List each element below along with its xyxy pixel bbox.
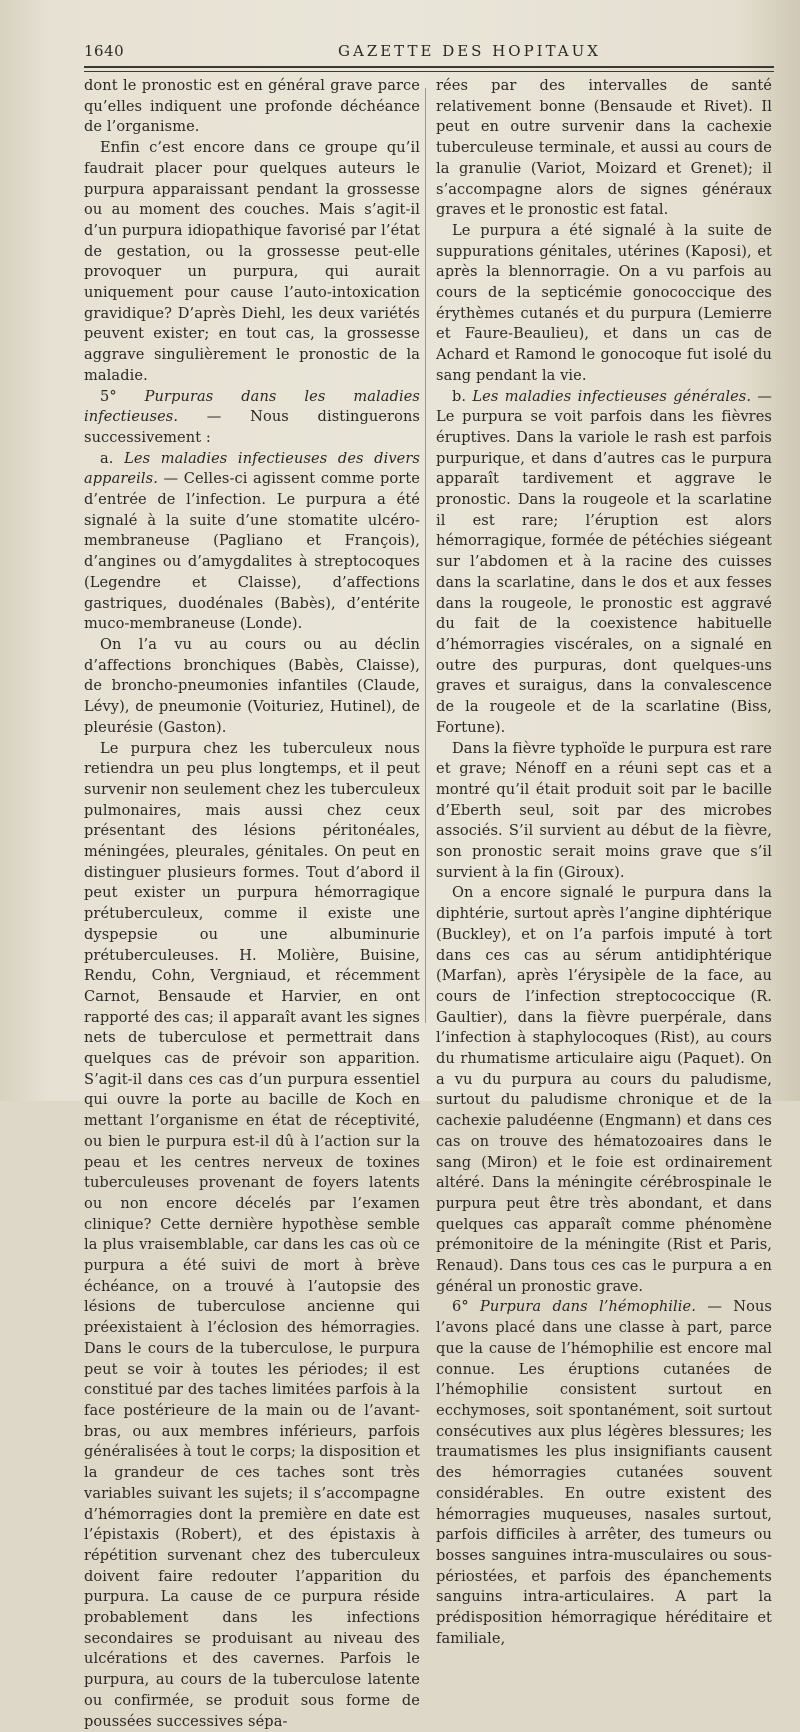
paragraph: On l’a vu au cours ou au déclin d’affections bronchiques (Babès, Claisse), de broncho-pneumonies infantiles (Claude, Lévy), de pneumonie (Voituriez, Hutinel), de pleurésie (Gaston). xyxy=(84,635,420,739)
section-title: Purpuras dans les maladies infectieuses. xyxy=(84,388,420,426)
section-number: 5° xyxy=(100,388,145,405)
paragraph: Enfin c’est encore dans ce groupe qu’il faudrait placer pour quelques auteurs le purpura apparaissant pendant la grossesse ou au moment des couches. Mais s’agit-il d’un purpura idiopathique favorisé par l’état de gestation, ou la grossesse peut-elle provoquer un purpura, qui aurait uniquement pour cause l’auto-intoxication gravidique? D’après Diehl, les deux variétés peuvent exister; en tout cas, la grossesse aggrave singulièrement le pronostic de la maladie. xyxy=(84,138,420,386)
paragraph: On a encore signalé le purpura dans la diphtérie, surtout après l’angine diphtérique (Buckley), et on l’a parfois imputé à tort dans ces cas au sérum antidiphtérique (Marfan), après l’érysipèle de la face, au cours de l’infection streptococcique (R. Gaultier), dans la fièvre puerpérale, dans l’infection à staphylocoques (Rist), au cours du rhumatisme articulaire aigu (Paquet). On a vu du purpura au cours du paludisme, surtout du paludisme chronique et de la cachexie paludéenne (Engmann) et dans ces cas on trouve des hématozoaires dans le sang (Miron) et le foie est ordinairement altéré. Dans la méningite cérébrospinale le purpura peut être très abondant, et dans quelques cas apparaît comme phénomène prémonitoire de la méningite (Rist et Paris, Renaud). Dans tous ces cas le purpura a en général un pronostic grave. xyxy=(436,883,772,1297)
section-text: — Nous l’avons placé dans une classe à part, parce que la cause de l’hémophilie est encore mal connue. Les éruptions cutanées de l’hémophilie consistent surtout en ecchymoses, soit spontanément, soit surtout consécutives aux plus légères blessures; les traumatismes les plus insignifiants causent des hémorragies cutanées souvent considérables. En outre existent des hémorragies muqueuses, nasales surtout, parfois difficiles à arrêter, des tumeurs ou bosses sanguines intra-musculaires ou sous-périostées, et parfois des épanchements sanguins intra-articulaires. A part la prédisposition hémorragique héréditaire et familiale, xyxy=(436,1298,772,1646)
subsection-text: — Celles-ci agissent comme porte d’entrée de l’infection. Le purpura a été signalé à la suite d’une stomatite ulcéro-membraneuse (Pagliano et François), d’angines ou d’amygdalites à streptocoques (Legendre et Claisse), d’affections gastriques, duodénales (Babès), d’entérite muco-membraneuse (Londe). xyxy=(84,470,420,632)
section-text: — Nous distinguerons successivement : xyxy=(84,408,420,446)
section-number: 6° xyxy=(452,1298,480,1315)
subsection-paragraph xyxy=(436,387,772,739)
subsection-letter: b. xyxy=(452,388,472,405)
section-heading-paragraph xyxy=(84,387,420,449)
subsection-letter: a. xyxy=(100,450,124,467)
paragraph: dont le pronostic est en général grave parce qu’elles indiquent une profonde déchéance de l’organisme. xyxy=(84,76,420,138)
left-column xyxy=(84,76,420,1732)
section-title: Purpura dans l’hémophilie. xyxy=(480,1298,696,1315)
subsection-text: — Le purpura se voit parfois dans les fièvres éruptives. Dans la variole le rash est parfois purpurique, et dans d’autres cas le purpura apparaît tardivement et aggrave le pronostic. Dans la rougeole et la scarlatine il est rare; l’éruption est alors hémorragique, formée de pétéchies siégeant sur l’abdomen et à la racine des cuisses dans la scarlatine, dans le dos et aux fesses dans la rougeole, le pronostic est aggravé du fait de la coexistence habituelle d’hémorragies viscérales, on a signalé en outre des purpuras, dont quelques-uns graves et suraigus, dans la convalescence de la rougeole et de la scarlatine (Biss, Fortune). xyxy=(436,388,772,736)
paragraph: rées par des intervalles de santé relativement bonne (Bensaude et Rivet). Il peut en outre survenir dans la cachexie tuberculeuse terminale, et aussi au cours de la granulie (Variot, Moizard et Grenet); il s’accompagne alors de signes généraux graves et le pronostic est fatal. xyxy=(436,76,772,221)
page-number: 1640 xyxy=(84,42,124,60)
running-title: GAZETTE DES HOPITAUX xyxy=(338,42,601,60)
right-column xyxy=(436,76,772,1649)
paragraph: Le purpura a été signalé à la suite de suppurations génitales, utérines (Kaposi), et après la blennorragie. On a vu parfois au cours de la septicémie gonococcique des érythèmes cutanés et du purpura (Lemierre et Faure-Beaulieu), et dans un cas de Achard et Ramond le gonocoque fut isolé du sang pendant la vie. xyxy=(436,221,772,387)
subsection-title: Les maladies infectieuses générales. xyxy=(472,388,751,405)
column-divider xyxy=(425,88,426,1023)
paragraph: Dans la fièvre typhoïde le purpura est rare et grave; Nénoff en a réuni sept cas et a montré qu’il était produit soit par le bacille d’Eberth seul, soit par des microbes associés. S’il survient au début de la fièvre, son pronostic serait moins grave que s’il survient à la fin (Giroux). xyxy=(436,739,772,884)
header-rule xyxy=(84,66,774,72)
subsection-title: Les maladies infectieuses des divers appareils. xyxy=(84,450,420,488)
subsection-paragraph xyxy=(84,449,420,635)
page-header xyxy=(84,42,784,66)
paragraph: Le purpura chez les tuberculeux nous retiendra un peu plus longtemps, et il peut survenir non seulement chez les tuberculeux pulmonaires, mais aussi chez ceux présentant des lésions péritonéales, méningées, pleurales, génitales. On peut en distinguer plusieurs formes. Tout d’abord il peut exister un purpura hémorragique prétuberculeux, comme il existe une dyspepsie ou une albuminurie prétuberculeuses. H. Molière, Buisine, Rendu, Cohn, Vergniaud, et récemment Carnot, Bensaude et Harvier, en ont rapporté des cas; il apparaît avant les signes nets de tuberculose et permettrait dans quelques cas de prévoir son apparition. S’agit-il dans ces cas d’un purpura essentiel qui ouvre la porte au bacille de Koch en mettant l’organisme en état de réceptivité, ou bien le purpura est-il dû à l’action sur la peau et les centres nerveux de toxines tuberculeuses provenant de foyers latents ou non encore décelés par l’examen clinique? Cette dernière hypothèse semble la plus vraisemblable, car dans les cas où ce purpura a été suivi de mort à brève échéance, on a trouvé à l’autopsie des lésions de tuberculose ancienne qui préexistaient à l’éclosion des hémorragies. Dans le cours de la tuberculose, le purpura peut se voir à toutes les périodes; il est constitué par des taches limitées parfois à la face postérieure de la main ou de l’avant-bras, ou aux membres inférieurs, parfois généralisées à tout le corps; la disposition et la grandeur de ces taches sont très variables suivant les sujets; il s’accompagne d’hémorragies dont la première en date est l’épistaxis (Robert), et des épistaxis à répétition survenant chez des tuberculeux doivent faire redouter l’apparition du purpura. La cause de ce purpura réside probablement dans les infections secondaires se produisant au niveau des ulcérations et des cavernes. Parfois le purpura, au cours de la tuberculose latente ou confirmée, se produit sous forme de poussées successives sépa- xyxy=(84,739,420,1732)
section-heading-paragraph xyxy=(436,1297,772,1649)
